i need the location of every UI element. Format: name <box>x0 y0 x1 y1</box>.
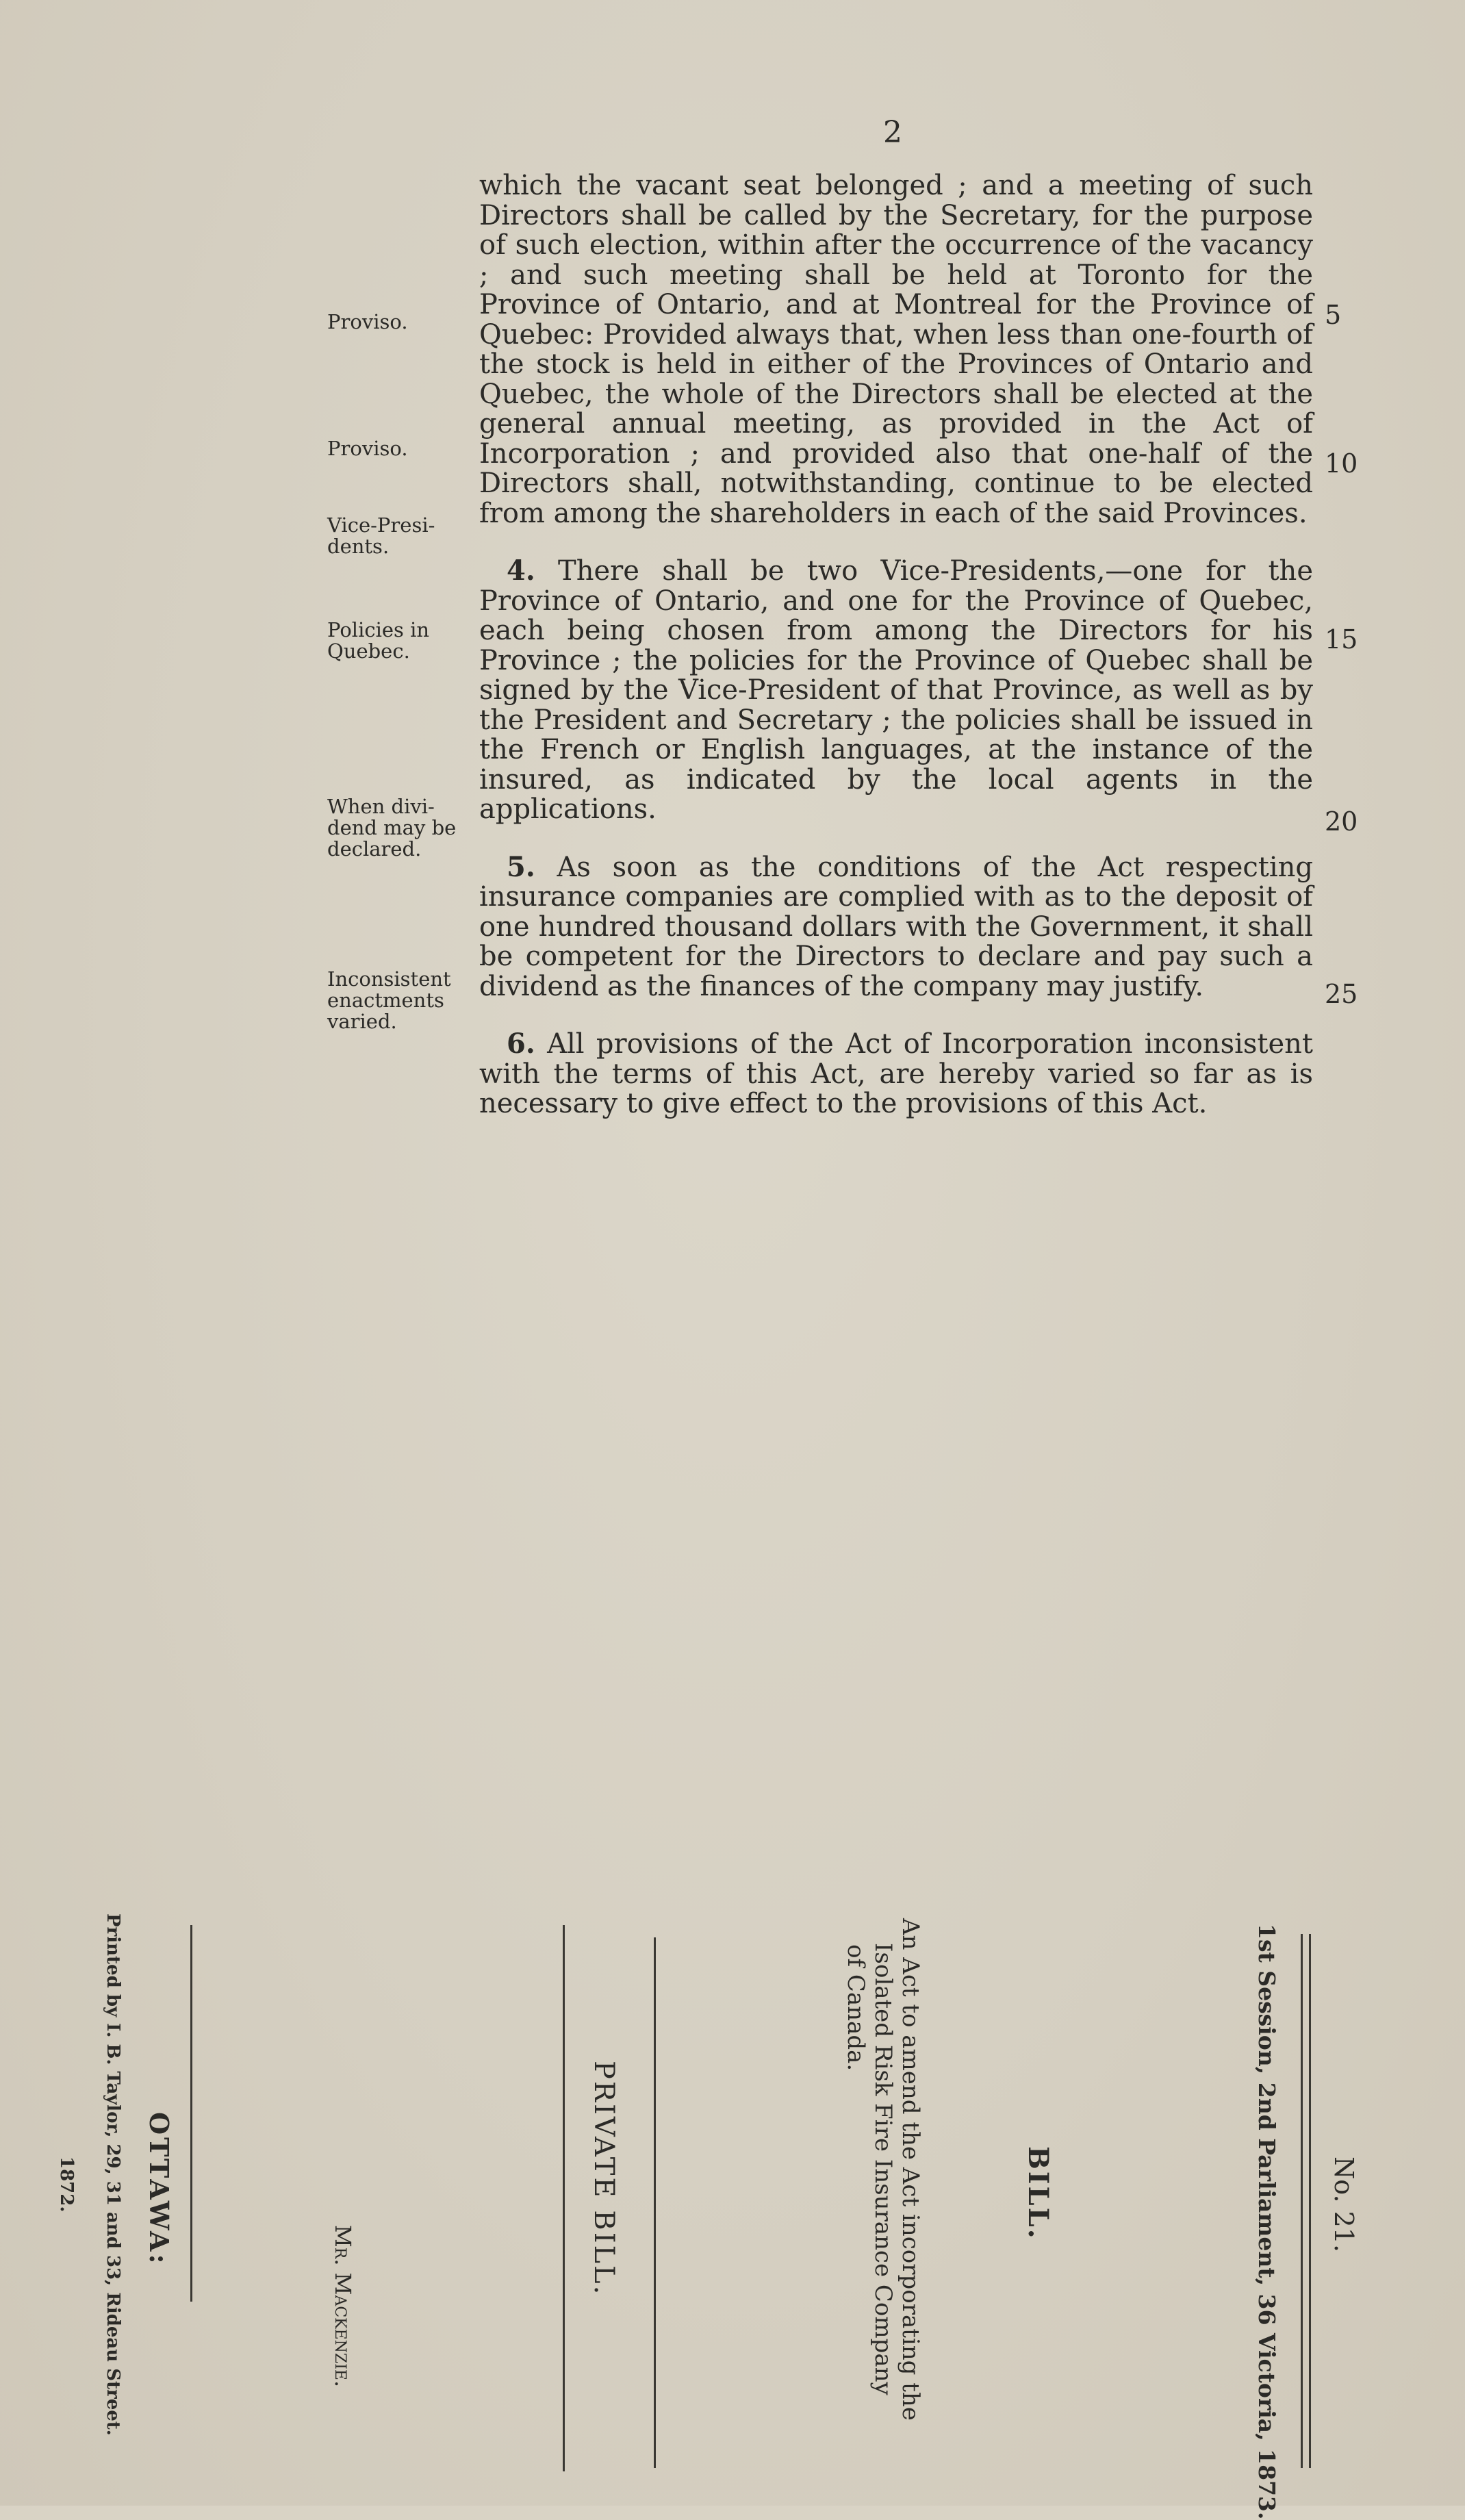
section-5 <box>479 852 1313 1002</box>
line-number-20: 20 <box>1325 806 1358 837</box>
section-5-number: 5. <box>507 850 535 883</box>
margin-note-proviso-2: Proviso. <box>327 437 408 460</box>
bill-number: No. 21. <box>1329 2156 1359 2253</box>
margin-note-vice-presidents: Vice-Presi- dents. <box>327 513 435 558</box>
paragraph-continuation: which the vacant seat belonged ; and a meeting of such Directors shall be called by the Secretary, for the purpose of such election, within after the occurrence of the vacancy ; and such meeting shall be held at Toronto for the Province of Ontario, and at Montreal for the Province of Quebec: Provided always that, when less than one-fourth of the stock is held in either of the Provinces of Ontario and Quebec, the whole of the Directors shall be elected at the general annual meeting, as provided in the Act of Incorporation ; and provided also that one-half of the Directors shall, notwithstanding, continue to be elected from among the shareholders in each of the said Provinces. <box>479 170 1313 529</box>
section-4 <box>479 556 1313 825</box>
member-name: Mr. Mackenzie. <box>330 2225 356 2388</box>
line-number-25: 25 <box>1325 979 1358 1009</box>
section-6-text: All provisions of the Act of Incorporation inconsistent with the terms of this Act, are hereby varied so far as is necessary to give effect to the provisions of this Act. <box>479 1028 1313 1119</box>
private-bill-label: PRIVATE BILL. <box>588 2061 620 2297</box>
title-line-1: An Act to amend the Act incorporating the <box>897 1918 924 2421</box>
section-6-number: 6. <box>507 1028 535 1060</box>
section-5-text: As soon as the conditions of the Act respecting insurance companies are complied with as to the deposit of one hundred thousand dollars with the Government, it shall be competent for the Directors to declare and pay such a dividend as the finances of the company may justify. <box>479 851 1313 1002</box>
rule-left <box>190 1925 192 2302</box>
section-6 <box>479 1029 1313 1119</box>
section-4-text: There shall be two Vice-Presidents,—one for the Province of Ontario, and one for the Province of Quebec, each being chosen from among the Directors for his Province ; the policies for the Province of Quebec shall be signed by the Vice-President of that Province, as well as by the President and Secretary ; the policies shall be issued in the French or English languages, at the instance of the insured, as indicated by the local agents in the applications. <box>479 555 1313 825</box>
rule-middle-2 <box>563 1925 565 2471</box>
title-line-2: Isolated Risk Fire Insurance Company <box>869 1943 897 2395</box>
city-name: OTTAWA: <box>144 2112 175 2267</box>
page-number: 2 <box>883 115 902 150</box>
margin-note-inconsistent: Inconsistent enactments varied. <box>327 967 451 1033</box>
rule-right-inner <box>1309 1934 1311 2468</box>
year: 1872. <box>56 2156 77 2213</box>
printer-line: Printed by I. B. Taylor, 29, 31 and 33, Rideau Street. <box>103 1913 123 2436</box>
line-number-5: 5 <box>1325 300 1342 330</box>
body-text <box>479 171 1313 1147</box>
line-number-10: 10 <box>1325 448 1358 479</box>
rule-right-outer <box>1301 1934 1303 2468</box>
margin-note-policies-quebec: Policies in Quebec. <box>327 618 430 663</box>
line-number-15: 15 <box>1325 624 1358 654</box>
margin-note-proviso-1: Proviso. <box>327 310 408 333</box>
margin-note-dividend: When divi- dend may be declared. <box>327 795 457 861</box>
bill-label: BILL. <box>1022 2146 1054 2241</box>
title-line-3: of Canada. <box>842 1944 869 2072</box>
rule-middle-1 <box>654 1937 656 2468</box>
section-4-number: 4. <box>507 555 535 587</box>
session-line: 1st Session, 2nd Parliament, 36 Victoria, 1873. <box>1253 1924 1280 2520</box>
